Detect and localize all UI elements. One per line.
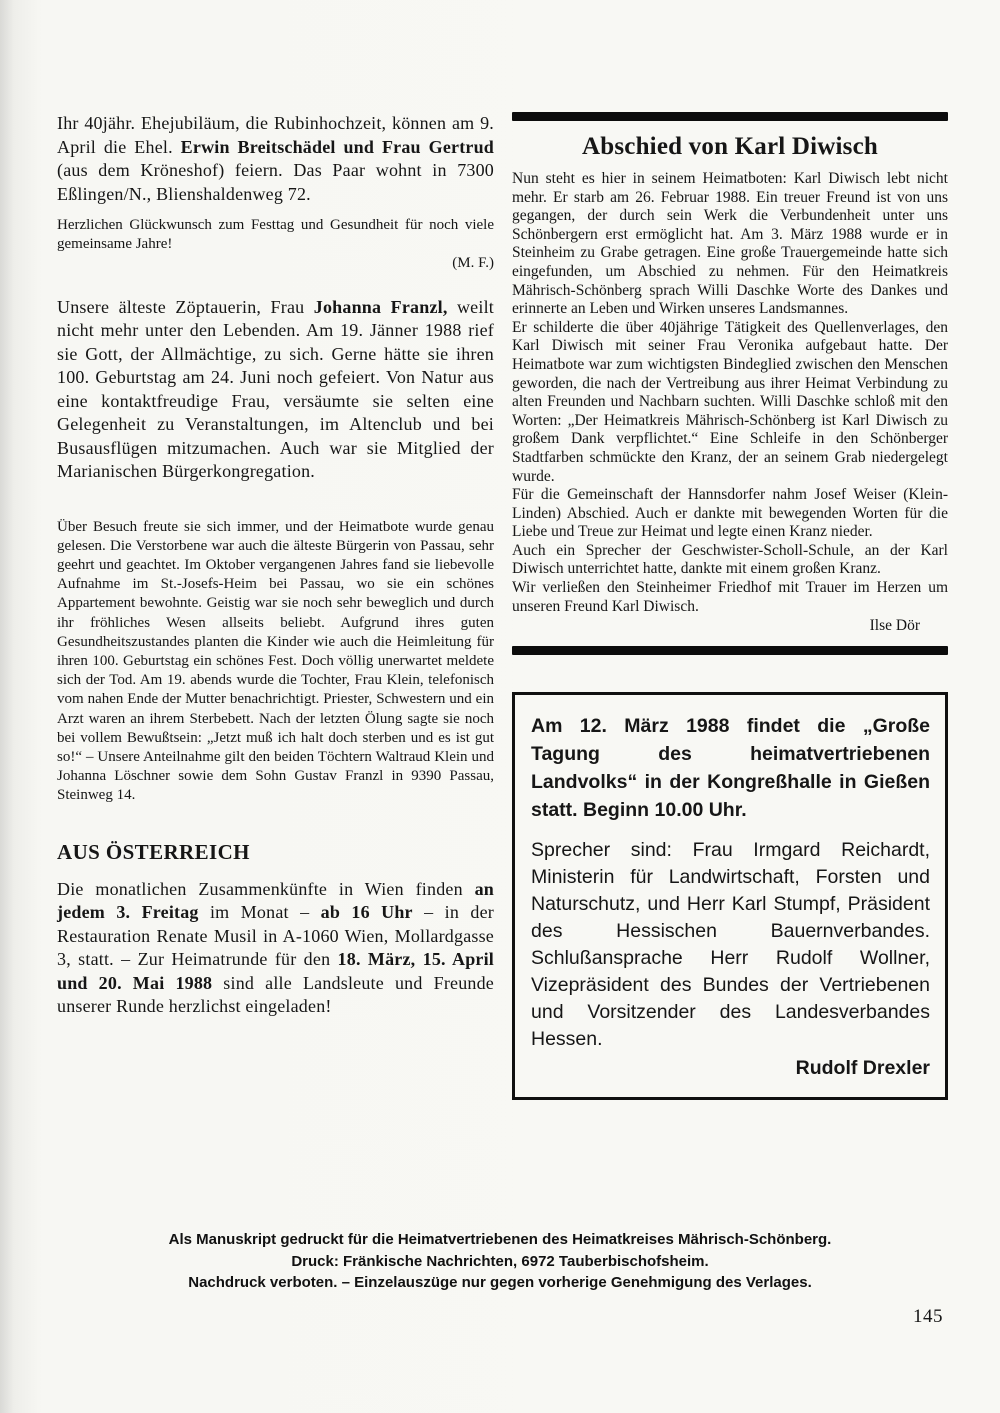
paragraph-diwisch-3: Für die Gemeinschaft der Hannsdorfer nahm Josef Weiser (Klein-Linden) Abschied. Auch er dankte mit bewegenden Worten für die Liebe und Treue zur Heimat und legte einen Kranz nieder.	[512, 486, 948, 541]
heading-austria: AUS ÖSTERREICH	[57, 839, 250, 864]
congratulations-signature: (M. F.)	[452, 255, 494, 272]
announcement-speakers: Sprecher sind: Frau Irmgard Reichardt, Ministerin für Landwirtschaft, Forsten und Naturschutz, und Herr Karl Stumpf, Präsident des Hessischen Bauernverbandes. Schlußansprache Herr Rudolf Wollner, Vizepräsident des Bundes der Vertriebenen und Vorsitzender des Landesverbandes Hessen.	[531, 839, 930, 1051]
announcement-signature: Rudolf Drexler	[795, 1057, 930, 1080]
paragraph-diwisch-2: Er schilderte die über 40jährige Tätigkeit des Quellenverlages, den Karl Diwisch mit seiner Frau Veronika aufgebaut hatte. Der Heimatbote war zum wichtigsten Bindeglied zwischen den Menschen geworden, die nach der Vertreibung aus ihrer Heimat Verbindung zu alten Freunden und Nachbarn suchten. Willi Daschke schloß mit den Worten: „Der Heimatkreis Mährisch-Schönberg ist Karl Diwisch zu großem Dank verpflichtet.“ Eine Schleife in den Schönberger Stadtfarben schmückte den Kranz, der an seinem Grab niedergelegt wurde.	[512, 318, 948, 485]
paragraph-diwisch-4: Auch ein Sprecher der Geschwister-Scholl-Schule, an der Karl Diwisch unterrichtet hatte, dankte mit einem großen Kranz.	[512, 541, 948, 578]
paragraph-congratulations: Herzlichen Glückwunsch zum Festtag und Gesundheit für noch viele gemeinsame Jahre!	[57, 217, 494, 253]
paragraph-obituary-details: Über Besuch freute sie sich immer, und der Heimatbote wurde genau gelesen. Die Verstorbene war auch die älteste Bürgerin von Passau, sehr geehrt und geachtet. Im Oktober vergangenen Jahres fand sie liebevolle Aufnahme im St.-Josefs-Heim bei Passau, wo sie ein schönes Appartement bewohnte. Geistig war sie noch sehr beweglich und durch ihr fröhliches Wesen allseits beliebt. Aufgrund ihres guten Gesundheitszustandes planten die Kinder wie auch die Heimleitung für ihren 100. Geburtstag ein schönes Fest. Doch völlig unerwartet meldete sich der Tod. Am 19. abends wurde die Tochter, Frau Klein, telefonisch vom nahen Ende der Mutter benachrichtigt. Priester, Schwestern und ein Arzt waren an ihrem Sterbebett. Nach der letzten Ölung sagte sie noch bei vollem Bewußtsein: „Jetzt muß ich halt doch sterben und es ist gut so!“ – Unsere Anteilnahme gilt den beiden Töchtern Waltraud Klein und Johanna Löschner sowie dem Sohn Gustav Franzl in 9390 Passau, Steinweg 14.	[57, 518, 494, 804]
right-column	[512, 112, 948, 1100]
divider-bar-top	[512, 112, 948, 121]
divider-bar-bottom	[512, 646, 948, 655]
paragraph-obituary-franzl: Unsere älteste Zöptauerin, Frau Johanna Franzl, weilt nicht mehr unter den Lebenden. Am 19. Jänner 1988 rief sie Gott, der Allmächtige, zu sich. Gerne hätte sie ihren 100. Geburtstag am 24. Juni noch gefeiert. Von Natur aus eine kontaktfreudige Frau, versäumte sie selten eine Gelegenheit zu Veranstaltungen, im Altenclub und bei Busausflügen mitzumachen. Auch war sie Mitglied der Marianischen Bürgerkongregation.	[57, 296, 494, 482]
imprint-footer	[0, 1229, 1000, 1294]
announcement-headline: Am 12. März 1988 findet die „Große Tagung des heimatvertriebenen Landvolks“ in der Kongreßhalle in Gießen statt. Beginn 10.00 Uhr.	[531, 715, 930, 822]
imprint-line-3: Nachdruck verboten. – Einzelauszüge nur gegen vorherige Genehmigung des Verlages.	[188, 1274, 812, 1291]
left-column	[57, 112, 494, 1019]
page-number: 145	[913, 1306, 943, 1327]
heading-obituary-diwisch: Abschied von Karl Diwisch	[581, 133, 878, 160]
paragraph-anniversary: Ihr 40jähr. Ehejubiläum, die Rubinhochzeit, können am 9. April die Ehel. Erwin Breitschädel und Frau Gertrud (aus dem Kröneshof) feiern. Das Paar wohnt in 7300 Eßlingen/N., Blienshaldenweg 72.	[57, 113, 495, 204]
imprint-line-2: Druck: Fränkische Nachrichten, 6972 Tauberbischofsheim.	[291, 1252, 709, 1270]
obituary-signature: Ilse Dör	[869, 617, 920, 635]
announcement-box	[512, 692, 948, 1100]
paragraph-vienna-meetings: Die monatlichen Zusammenkünfte in Wien finden an jedem 3. Freitag im Monat – ab 16 Uhr – in der Restauration Renate Musil in A-1060 Wien, Mollardgasse 3, statt. – Zur Heimatrunde für den 18. März, 15. April und 20. Mai 1988 sind alle Landsleute und Freunde unserer Runde herzlichst eingeladen!	[57, 878, 494, 1017]
paragraph-diwisch-1: Nun steht es hier in seinem Heimatboten: Karl Diwisch lebt nicht mehr. Er starb am 26. Februar 1988. Ein treuer Freund ist von uns gegangen, der durch sein Werk die Verbundenheit unter uns Schönbergern erst ermöglicht hat. Am 3. März 1988 wurde er in Steinheim zu Grabe getragen. Eine große Trauergemeinde hatte sich eingefunden, um Abschied zu nehmen. Für den Heimatkreis Mährisch-Schönberg sprach Willi Daschke Worte des Dankes und erinnerte an Leben und Wirken unseres Landsmannes.	[512, 170, 948, 318]
imprint-line-1: Als Manuskript gedruckt für die Heimatvertriebenen des Heimatkreises Mährisch-Schönberg.	[168, 1231, 832, 1248]
paragraph-diwisch-5: Wir verließen den Steinheimer Friedhof mit Trauer im Herzen um unseren Freund Karl Diwisch.	[512, 579, 948, 615]
